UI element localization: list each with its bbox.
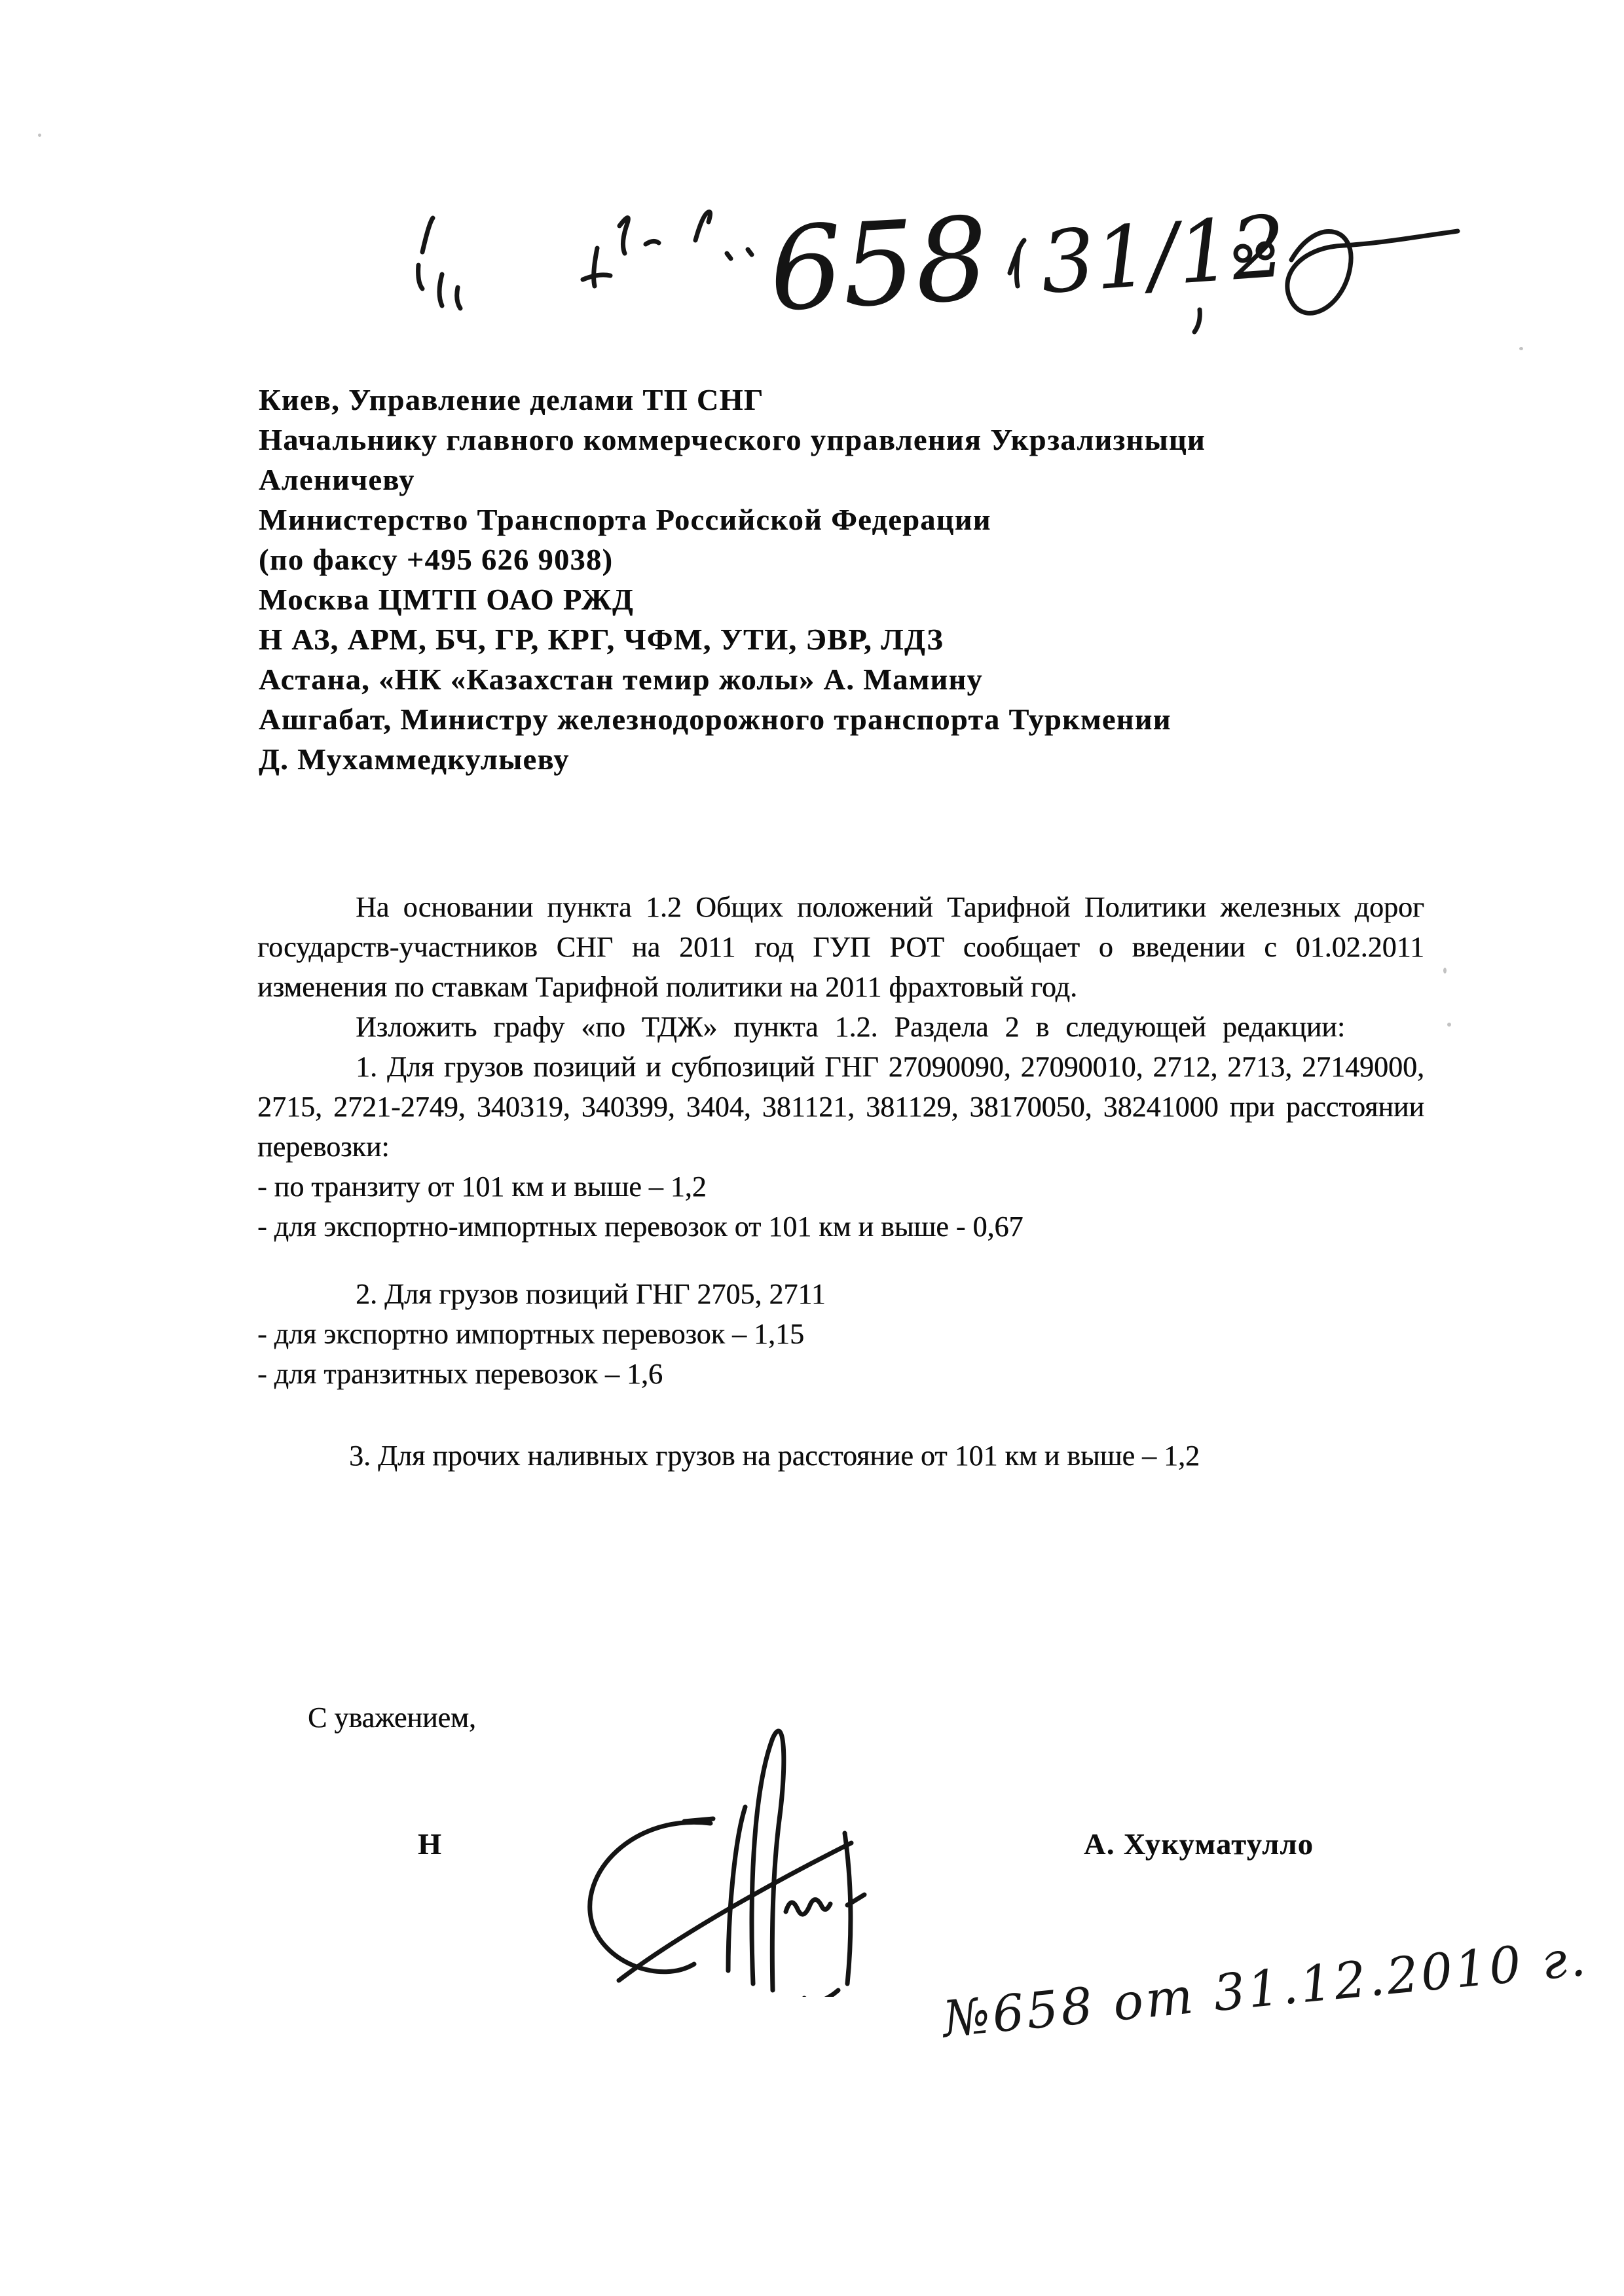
signer-initial: Н	[418, 1827, 441, 1861]
signature-zigzag	[786, 1899, 830, 1914]
item-1-text: 1. Для грузов позиций и субпозиций ГНГ 27090090, 27090010, 2712, 2713, 27149000, 2715, 2721-2749, 340319, 340399, 3404, 381121, 381129, 38170050, 38241000 при расстоянии перевозки:	[257, 1051, 1424, 1163]
recipient-block	[259, 380, 1437, 779]
handwritten-date: 31/12	[1037, 196, 1289, 313]
pen-scribble	[1194, 310, 1200, 332]
recipient-line: Начальнику главного коммерческого управления Укрзализныци	[259, 423, 1206, 456]
handwritten-registration-note	[386, 154, 1460, 344]
scan-speckle	[38, 134, 41, 137]
item-2-subline: - для экспортно импортных перевозок – 1,15	[257, 1318, 804, 1350]
salutation: С уважением,	[308, 1702, 476, 1734]
item-1-subline: - по транзиту от 101 км и выше – 1,2	[257, 1171, 707, 1203]
signature-spike	[752, 1731, 784, 1990]
recipient-line: Ашгабат, Министру железнодорожного транспорта Туркмении	[259, 702, 1172, 736]
body-paragraph-1: На основании пункта 1.2 Общих положений Тарифной Политики железных дорог государств-участников СНГ на 2011 год ГУП РОТ сообщает о введении с 01.02.2011 изменения по ставкам Тарифной политики на 2011 фрахтовый год.	[257, 891, 1424, 1003]
recipient-line: Москва ЦМТП ОАО РЖД	[259, 583, 635, 616]
item-2-subline: - для транзитных перевозок – 1,6	[257, 1358, 663, 1390]
scan-speckle	[1447, 1023, 1451, 1027]
signature-spike	[728, 1807, 745, 1971]
signer-name: А. Хукуматулло	[1084, 1827, 1314, 1861]
signature-tail	[804, 1833, 864, 1997]
pen-scribble	[1010, 240, 1024, 286]
recipient-line: (по факсу +495 626 9038)	[259, 543, 614, 576]
pen-scribble	[695, 212, 752, 259]
signature	[557, 1709, 963, 1997]
body-paragraph-2: Изложить графу «по ТДЖ» пункта 1.2. Раздела 2 в следующей редакции:	[356, 1011, 1346, 1043]
pen-scribble	[583, 217, 659, 286]
scan-speckle	[1519, 347, 1523, 350]
recipient-line: Д. Мухаммедкулыеву	[259, 742, 570, 776]
scan-speckle	[1443, 968, 1447, 974]
recipient-line: Астана, «НК «Казахстан темир жолы» А. Мамину	[259, 663, 984, 696]
signature-stroke	[684, 1819, 713, 1821]
recipient-line: Аленичеву	[259, 463, 415, 496]
recipient-line: Н АЗ, АРМ, БЧ, ГР, КРГ, ЧФМ, УТИ, ЭВР, ЛДЗ	[259, 623, 944, 656]
item-1-subline: - для экспортно-импортных перевозок от 101 км и выше - 0,67	[257, 1211, 1024, 1243]
pen-flourish	[1287, 231, 1458, 313]
letter-body	[257, 887, 1424, 1476]
pen-scribble	[418, 218, 460, 308]
handwritten-date-note: №658 от 31.12.2010 г.	[940, 1928, 1591, 2049]
recipient-line: Министерство Транспорта Российской Федерации	[259, 503, 991, 536]
recipient-line: Киев, Управление делами ТП СНГ	[259, 383, 764, 416]
signature-loop	[590, 1822, 710, 1971]
item-2-text: 2. Для грузов позиций ГНГ 2705, 2711	[356, 1278, 826, 1310]
handwritten-number: 658	[766, 192, 992, 337]
item-3-text: 3. Для прочих наливных грузов на расстояние от 101 км и выше – 1,2	[349, 1440, 1200, 1472]
